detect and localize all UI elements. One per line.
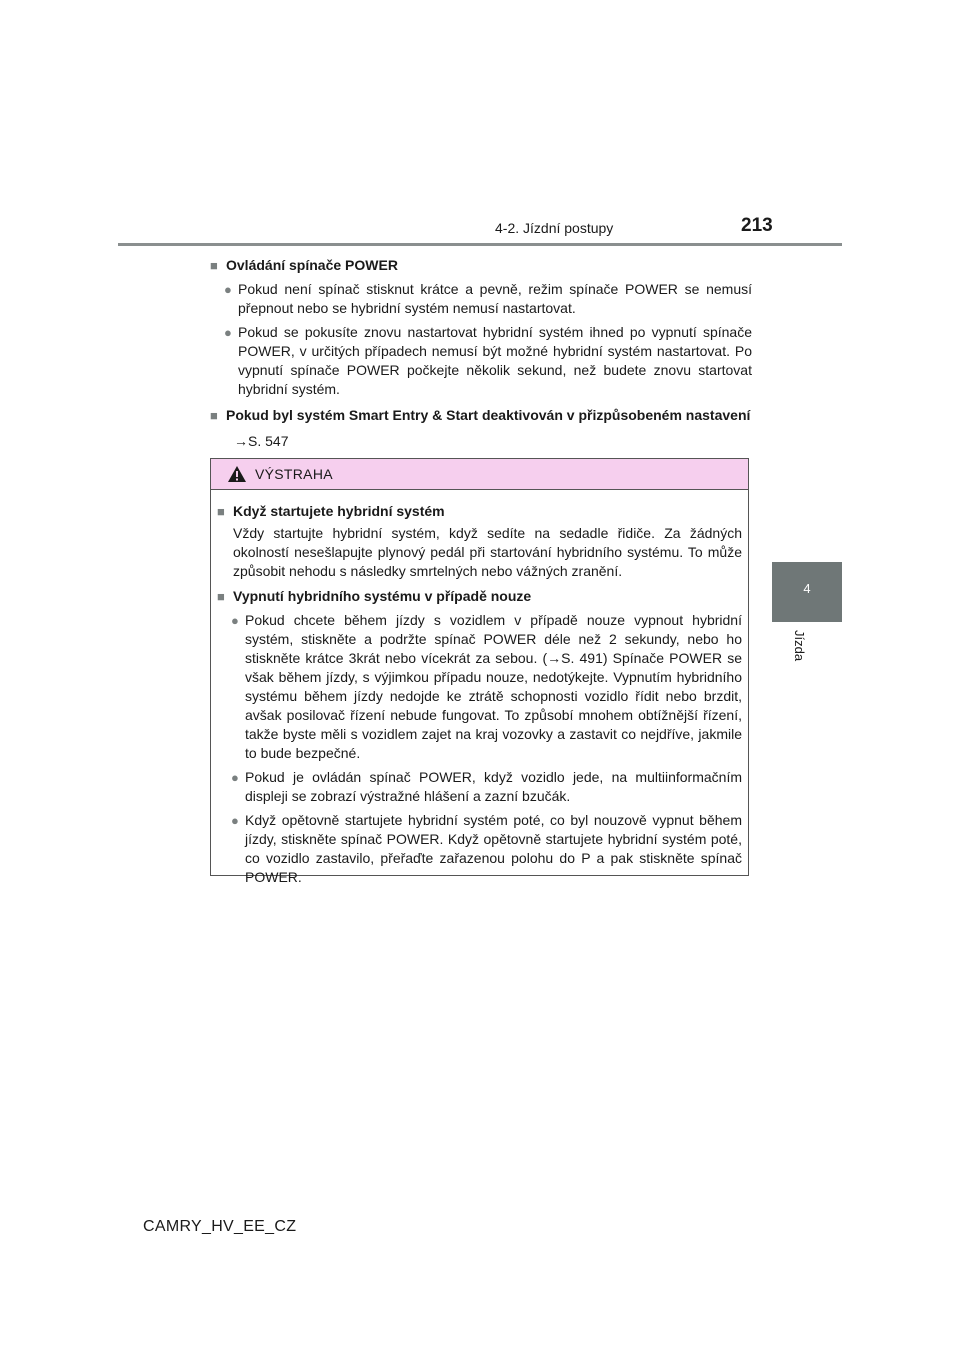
warning-header (211, 459, 748, 490)
warning-triangle-icon (227, 465, 247, 483)
dot-bullet-icon: ● (231, 770, 239, 785)
header-divider (118, 243, 842, 246)
list-item (217, 768, 742, 806)
chapter-tab-number: 4 (803, 581, 811, 596)
list-item (217, 811, 742, 887)
square-bullet-icon: ■ (217, 504, 225, 519)
chapter-label: Jízda (792, 630, 807, 662)
warning-paragraph: Vždy startujte hybridní systém, když sedíte na sedadle řidiče. Za žádných okolností nesešlapujte plynový pedál při startování hybridního systému. To může způsobit nehodu s následky smrtelných nebo vážných zranění. (233, 525, 742, 579)
list-item-text: Pokud se pokusíte znovu nastartovat hybridní systém ihned po vypnutí spínače POWER, v určitých případech nemusí být možné hybridní systém nastartovat. Po vypnutí spínače POWER počkejte několik sekund, než budete znovu startovat hybridní systém. (238, 324, 752, 397)
square-bullet-icon: ■ (210, 258, 218, 273)
document-code: CAMRY_HV_EE_CZ (143, 1218, 297, 1235)
section-title: Ovládání spínače POWER (226, 257, 398, 273)
section-heading (210, 256, 752, 275)
warning-body (211, 490, 748, 887)
section-heading (210, 406, 752, 425)
main-content (210, 252, 752, 451)
warning-title: VÝSTRAHA (255, 466, 333, 482)
list-item (217, 611, 742, 763)
list-item-text: Když opětovně startujete hybridní systém poté, co byl nouzově vypnut během jízdy, stiskněte spínač POWER. Když opětovně startujete hybridní systém poté, co vozidlo zastavilo, přeřaďte zařazenou polohu do P a pak stiskněte spínač POWER. (245, 812, 742, 885)
warning-section-title: Vypnutí hybridního systému v případě nouze (233, 588, 532, 604)
square-bullet-icon: ■ (210, 408, 218, 423)
chapter-tab (772, 562, 842, 622)
page-number: 213 (741, 215, 773, 236)
warning-section-title: Když startujete hybridní systém (233, 503, 445, 519)
list-item (210, 280, 752, 318)
section-title: Pokud byl systém Smart Entry & Start deaktivován v přizpůsobeném nastavení (226, 407, 751, 423)
page-reference: →S. 547 (234, 433, 289, 449)
list-item-text: Pokud je ovládán spínač POWER, když vozidlo jede, na multiinformačním displeji se zobrazí výstražné hlášení a zazní bzučák. (245, 769, 742, 804)
list-item-text: Pokud chcete během jízdy s vozidlem v případě nouze vypnout hybridní systém, stiskněte a podržte spínač POWER déle než 2 sekundy, nebo ho stiskněte krátce 3krát nebo vícekrát za sebou. (→S. 491) Spínače POWER se však během jízdy, s výjimkou případu nouze, nedotýkejte. Vypnutím hybridního systému během jízdy nedojde ke ztrátě schopnosti vozidlo řídit nebo brzdit, avšak posilovač řízení nebude fungovat. To způsobí mnohem obtížnější řízení, takže byste měli s vozidlem zajet na kraj vozovky a zastavit co nejdříve, jakmile to bude bezpečné. (245, 612, 742, 761)
list-item (210, 323, 752, 399)
header-section-title: 4-2. Jízdní postupy (495, 220, 614, 236)
warning-box (210, 458, 749, 885)
dot-bullet-icon: ● (231, 813, 239, 828)
square-bullet-icon: ■ (217, 589, 225, 604)
warning-section-heading (217, 502, 742, 521)
dot-bullet-icon: ● (224, 282, 232, 297)
list-item-text: Pokud není spínač stisknut krátce a pevně, režim spínače POWER se nemusí přepnout nebo se hybridní systém nemusí nastartovat. (238, 281, 752, 316)
dot-bullet-icon: ● (224, 325, 232, 340)
warning-section-heading (217, 587, 742, 606)
dot-bullet-icon: ● (231, 613, 239, 628)
